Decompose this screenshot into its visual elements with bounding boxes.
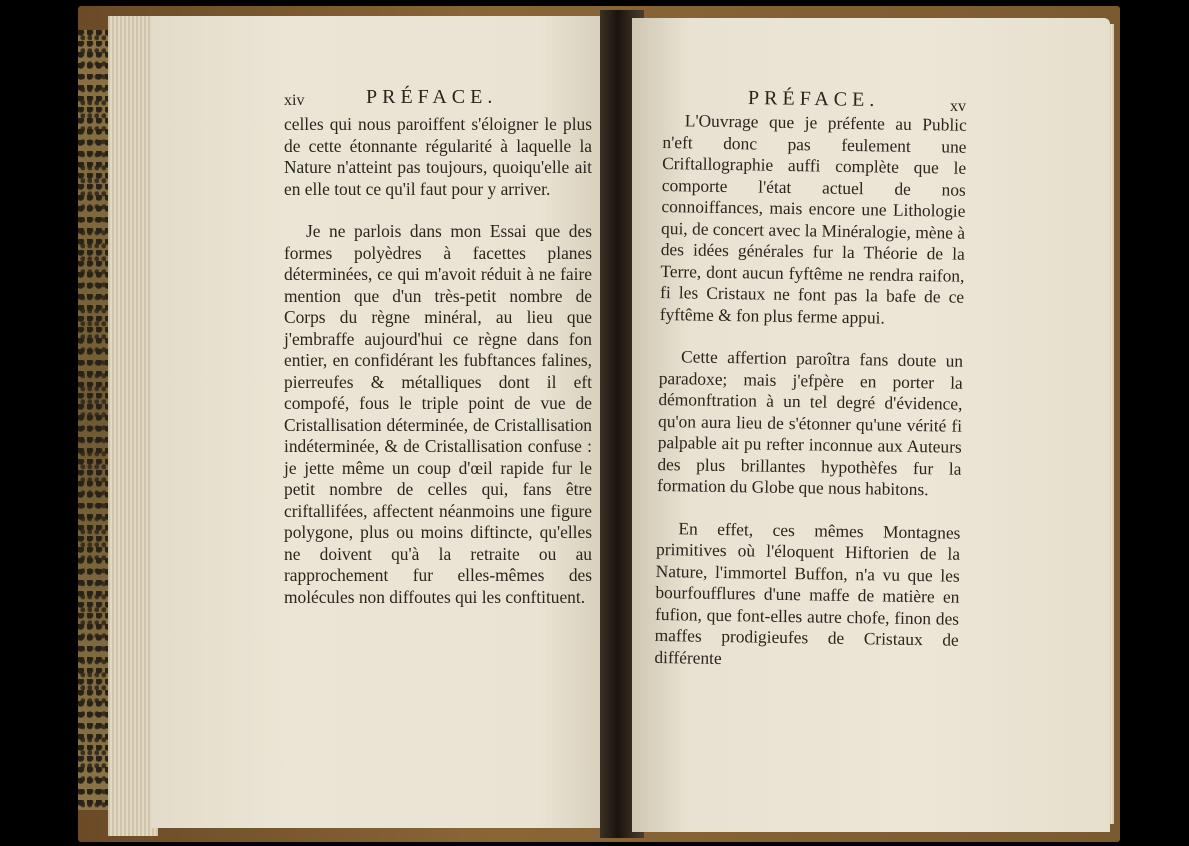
left-paragraph-1: celles qui nous paroiffent s'éloigner le plus de cette étonnante régularité à laquelle la Nature n'atteint pas toujours, quoiqu'elle ait en elle tout ce qu'il faut pour y arriver. <box>284 114 592 199</box>
marbled-edge <box>78 30 112 810</box>
right-page <box>632 18 1110 832</box>
right-paragraph-2: Cette affertion paroîtra fans doute un paradoxe; mais j'efpère en porter la démonftration à un tel degré d'évidence, qu'on aura lieu de s'étonner qu'une vérité fi palpable ait pu refter inconnue aux Auteurs des plus brillantes hypothèfes fur la formation du Globe que nous habitons. <box>656 346 964 500</box>
left-paragraph-2: Je ne parlois dans mon Essai que des formes polyèdres à facettes planes déterminées, ce qui m'avoit réduit à ne faire mention que d'un très-petit nombre de Corps du règne minéral, au lieu que j'embraffe aujourd'hui ce règne dans fon entier, en confidérant les fubftances falines, pierreufes & métalliques dont il eft compofé, fous le triple point de vue de Cristallisation déterminée, de Cristallisation indéterminée, & de Cristallisation confuse : je jette même un coup d'œil rapide fur le petit nombre de celles qui, fans être criftallifées, affectent néanmoins une figure polygone, plus ou moins diftincte, qu'elles ne doivent qu'à la retraite ou au rapprochement fur elles-mêmes des molécules non diffoutes qui les conftituent. <box>284 221 592 607</box>
right-folio: xv <box>950 98 966 115</box>
right-running-header: PRÉFACE. <box>747 86 880 112</box>
right-paragraph-3: En effet, ces mêmes Montagnes primitives où l'éloquent Hiftorien de la Nature, l'immortel Buffon, n'a vu que les bourfoufflures d'une maffe de matière en fufion, que font-elles autre chofe, finon des maffes prodigieufes de Cristaux de différente <box>654 517 961 668</box>
left-folio: xiv <box>284 92 305 109</box>
right-paragraph-1: L'Ouvrage que je préfente au Public n'eft donc pas feulement une Criftallographie auffi complète que le comporte l'état actuel de nos connoiffances, mais encore une Lithologie qui, de concert avec la Minéralogie, mène à des idées générales fur la Théorie de la Terre, dont aucun fyftême ne rendra raifon, fi les Cristaux ne font pas la bafe de ce fyftême & fon plus ferme appui. <box>659 110 967 328</box>
left-page <box>152 16 608 828</box>
right-body-text <box>654 110 967 673</box>
left-body-text <box>284 114 592 608</box>
left-running-header: PRÉFACE. <box>366 86 498 108</box>
page-edges-left <box>108 16 158 836</box>
